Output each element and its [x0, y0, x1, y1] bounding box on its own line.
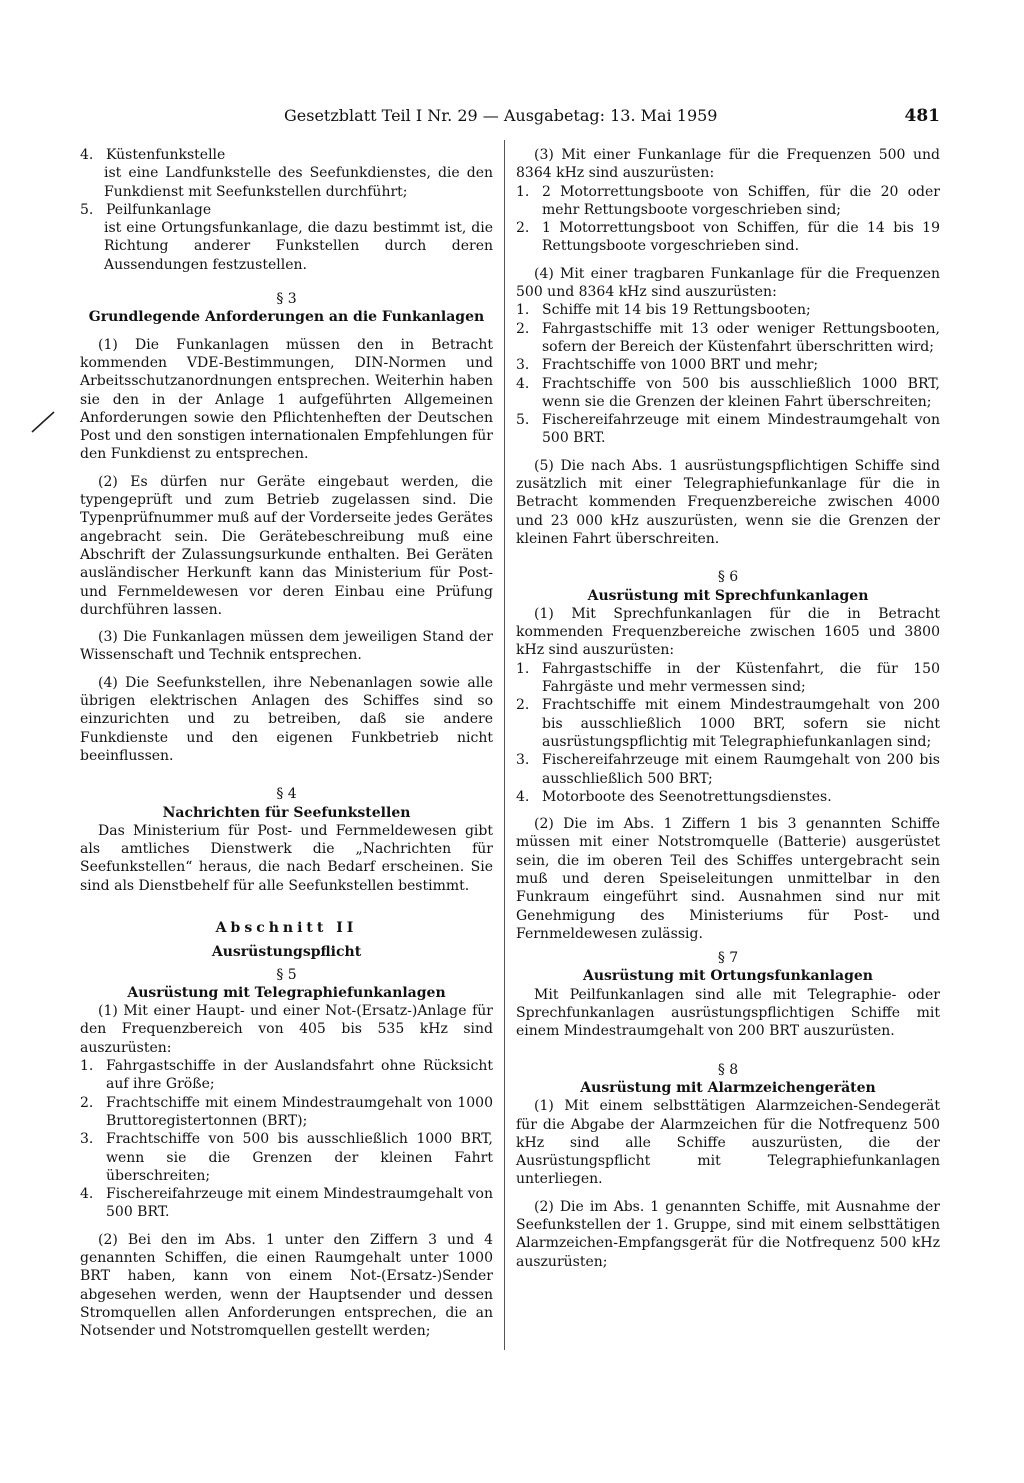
- definition-term: Küstenfunkstelle: [106, 147, 226, 163]
- section-title: Ausrüstung mit Telegraphiefunkanlagen: [127, 984, 446, 1001]
- list-item: [80, 1094, 493, 1131]
- list-number: 2.: [516, 220, 530, 237]
- list-item: [516, 183, 940, 220]
- list-number: 1.: [516, 660, 530, 677]
- list-item: [516, 788, 940, 806]
- list-text: Frachtschiffe von 500 bis ausschließlich 1000 BRT, wenn sie die Grenzen der kleinen Fahrt überschreiten;: [106, 1131, 493, 1184]
- paragraph: (1) Mit einer Haupt- und einer Not-(Ersatz-)Anlage für den Frequenzbereich von 405 bis 535 kHz sind auszurüsten:: [80, 1003, 493, 1056]
- list-item: [516, 356, 940, 374]
- section-sign: § 6: [717, 569, 739, 586]
- list-text: Fischereifahrzeuge mit einem Mindestraumgehalt von 500 BRT.: [542, 412, 940, 447]
- list-number: 3.: [516, 357, 530, 374]
- paragraph: (4) Die Seefunkstellen, ihre Nebenanlagen sowie alle übrigen elektrischen Anlagen des Schiffes sind so einzurichten und zu betreiben, daß sie andere Funkdienste und den eigenen Funkbetrieb nicht beeinflussen.: [80, 674, 493, 764]
- column-divider: [504, 140, 505, 1350]
- list-text: Motorboote des Seenotrettungsdienstes.: [542, 788, 832, 805]
- section-title: Nachrichten für Seefunkstellen: [162, 804, 411, 821]
- paragraph: (2) Die im Abs. 1 genannten Schiffe, mit Ausnahme der Seefunkstellen der 1. Gruppe, sind mit einem selbsttätigen Alarmzeichen-Empfangsgerät für die Notfrequenz 500 kHz auszurüsten;: [516, 1198, 940, 1270]
- paragraph: (3) Mit einer Funkanlage für die Frequenzen 500 und 8364 kHz sind auszurüsten:: [516, 147, 940, 182]
- section-title: Grundlegende Anforderungen an die Funkanlagen: [88, 309, 485, 326]
- list-number: 5.: [516, 412, 530, 429]
- list-text: Fischereifahrzeuge mit einem Mindestraumgehalt von 500 BRT.: [106, 1186, 493, 1221]
- list-text: Frachtschiffe mit einem Mindestraumgehalt von 1000 Bruttoregistertonnen (BRT);: [106, 1094, 493, 1129]
- list-number: 1.: [516, 183, 530, 200]
- page-number: 481: [904, 106, 940, 126]
- list-text: Frachtschiffe von 500 bis ausschließlich 1000 BRT, wenn sie die Grenzen der kleinen Fahrt überschreiten;: [542, 375, 940, 410]
- definition-item: [80, 146, 493, 201]
- list-number: 3.: [516, 752, 530, 769]
- paragraph: (3) Die Funkanlagen müssen dem jeweiligen Stand der Wissenschaft und Technik entsprechen.: [80, 629, 493, 664]
- section-sign: § 3: [276, 291, 297, 308]
- list-number: 3.: [80, 1131, 94, 1148]
- section-title: Ausrüstung mit Ortungsfunkanlagen: [583, 968, 873, 985]
- left-column: [80, 146, 493, 1341]
- definition-text: ist eine Landfunkstelle des Seefunkdienstes, die den Funkdienst mit Seefunkstellen durchführt;: [104, 165, 493, 200]
- list-number: 2.: [80, 1094, 94, 1111]
- paragraph: (2) Es dürfen nur Geräte eingebaut werden, die typengeprüft und zum Betrieb zugelassen sind. Die Typenprüfnummer muß auf der Vorderseite jedes Gerätes angebracht sein. Die Gerätebeschreibung muß eine Abschrift der Zulassungsurkunde enthalten. Bei Geräten ausländischer Herkunft kann das Ministerium für Post- und Fernmeldewesen vor deren Einbau eine Prüfung durchführen lassen.: [80, 473, 493, 618]
- list-number: 2.: [516, 320, 530, 337]
- list-text: Schiffe mit 14 bis 19 Rettungsbooten;: [542, 302, 811, 319]
- list-item: [516, 411, 940, 448]
- list-number: 4.: [80, 1186, 94, 1203]
- paragraph: (2) Die im Abs. 1 Ziffern 1 bis 3 genannten Schiffe müssen mit einer Notstromquelle (Batterie) ausgerüstet sein, die im oberen Teil des Schiffes untergebracht sein muß und deren Speiseleitungen unmittelbar in den Funkraum eingeführt sind. Ausnahmen sind nur mit Genehmigung des Ministeriums für Post- und Fernmeldewesen zulässig.: [516, 816, 940, 942]
- chapter-label: Abschnitt II: [215, 919, 358, 936]
- definition-item: [80, 201, 493, 274]
- list-number: 4.: [516, 788, 530, 805]
- list-item: [80, 1057, 493, 1094]
- section-sign: § 8: [717, 1061, 739, 1078]
- definition-term: Peilfunkanlage: [106, 201, 212, 218]
- paragraph: Mit Peilfunkanlagen sind alle mit Telegraphie- oder Sprechfunkanlagen ausrüstungspflichtigen Schiffe mit einem Mindestraumgehalt von 200 BRT auszurüsten.: [516, 986, 940, 1040]
- paragraph: (1) Mit Sprechfunkanlagen für die in Betracht kommenden Frequenzbereiche zwischen 1605 und 3800 kHz sind auszurüsten:: [516, 605, 940, 659]
- list-item: [516, 320, 940, 357]
- section-sign: § 4: [276, 786, 297, 803]
- chapter-title: Ausrüstungspflicht: [211, 944, 362, 961]
- list-number: 2.: [516, 697, 530, 714]
- paragraph: (2) Bei den im Abs. 1 unter den Ziffern 3 und 4 genannten Schiffen, die einen Raumgehalt unter 1000 BRT haben, kann von einem Not-(Ersatz-)Sender abgesehen werden, wenn der Hauptsender und dessen Stromquellen allen Anforderungen entsprechen, die an Notsender und Notstromquellen gestellt werden;: [80, 1231, 493, 1340]
- margin-pencil-mark: [30, 410, 56, 434]
- page-header: [284, 104, 940, 130]
- list-text: Fahrgastschiffe in der Auslandsfahrt ohne Rücksicht auf ihre Größe;: [106, 1058, 493, 1093]
- section-title: Ausrüstung mit Alarmzeichengeräten: [580, 1079, 876, 1096]
- section-sign: § 5: [276, 966, 297, 983]
- section-sign: § 7: [717, 950, 739, 967]
- list-text: Fahrgastschiffe in der Küstenfahrt, die für 150 Fahrgäste und mehr vermessen sind;: [542, 660, 940, 696]
- list-item: [516, 696, 940, 751]
- paragraph: (1) Die Funkanlagen müssen den in Betracht kommenden VDE-Bestimmungen, DIN-Normen und Arbeitsschutzanordnungen entsprechen. Weiterhin haben sie den in der Anlage 1 aufgeführten Allgemeinen Anforderungen sowie den Pflichtenheften der Deutschen Post und den sonstigen internationalen Empfehlungen für den Funkdienst zu entsprechen.: [80, 336, 493, 463]
- list-text: 2 Motorrettungsboote von Schiffen, für die 20 oder mehr Rettungsboote vorgeschrieben sind;: [542, 183, 940, 218]
- list-text: Fahrgastschiffe mit 13 oder weniger Rettungsbooten, sofern der Bereich der Küstenfahrt überschritten wird;: [542, 320, 940, 355]
- list-number: 4.: [516, 375, 530, 392]
- paragraph: (1) Mit einem selbsttätigen Alarmzeichen-Sendegerät für die Abgabe der Alarmzeichen für die Notfrequenz 500 kHz sind alle Schiffe auszurüsten, die der Ausrüstungspflicht mit Telegraphiefunkanlagen unterliegen.: [516, 1098, 940, 1188]
- definition-number: 5.: [80, 201, 94, 218]
- list-item: [80, 1130, 493, 1185]
- paragraph: (5) Die nach Abs. 1 ausrüstungspflichtigen Schiffe sind zusätzlich mit einer Telegraphiefunkanlage für die in Betracht kommenden Frequenzbereiche zwischen 4000 und 23 000 kHz auszurüsten, wenn sie die Grenzen der kleinen Fahrt überschreiten.: [516, 457, 940, 547]
- list-number: 1.: [516, 302, 530, 319]
- list-item: [516, 219, 940, 256]
- section-title: Ausrüstung mit Sprechfunkanlagen: [587, 587, 869, 604]
- list-item: [80, 1185, 493, 1222]
- paragraph: Das Ministerium für Post- und Fernmeldewesen gibt als amtliches Dienstwerk die „Nachrichten für Seefunkstellen“ heraus, die nach Bedarf erscheinen. Sie sind als Dienstbehelf für alle Seefunkstellen bestimmt.: [80, 822, 493, 894]
- list-number: 1.: [80, 1058, 94, 1075]
- right-column: [516, 146, 940, 1271]
- list-item: [516, 751, 940, 788]
- list-item: [516, 660, 940, 697]
- header-title: Gesetzblatt Teil I Nr. 29 — Ausgabetag: 13. Mai 1959: [284, 106, 718, 125]
- list-text: Frachtschiffe von 1000 BRT und mehr;: [542, 357, 819, 374]
- paragraph: (4) Mit einer tragbaren Funkanlage für die Frequenzen 500 und 8364 kHz sind auszurüsten:: [516, 265, 940, 301]
- list-item: [516, 375, 940, 412]
- definition-text: ist eine Ortungsfunkanlage, die dazu bestimmt ist, die Richtung anderer Funkstellen durch deren Aussendungen festzustellen.: [104, 220, 493, 273]
- list-text: Fischereifahrzeuge mit einem Raumgehalt von 200 bis ausschließlich 500 BRT;: [542, 752, 940, 787]
- list-text: Frachtschiffe mit einem Mindestraumgehalt von 200 bis ausschließlich 1000 BRT, sofern sie nicht ausrüstungspflichtig mit Telegraphiefunkanlagen sind;: [542, 697, 940, 750]
- list-text: 1 Motorrettungsboot von Schiffen, für die 14 bis 19 Rettungsboote vorgeschrieben sind.: [542, 220, 940, 255]
- definition-number: 4.: [80, 147, 94, 163]
- list-item: [516, 301, 940, 319]
